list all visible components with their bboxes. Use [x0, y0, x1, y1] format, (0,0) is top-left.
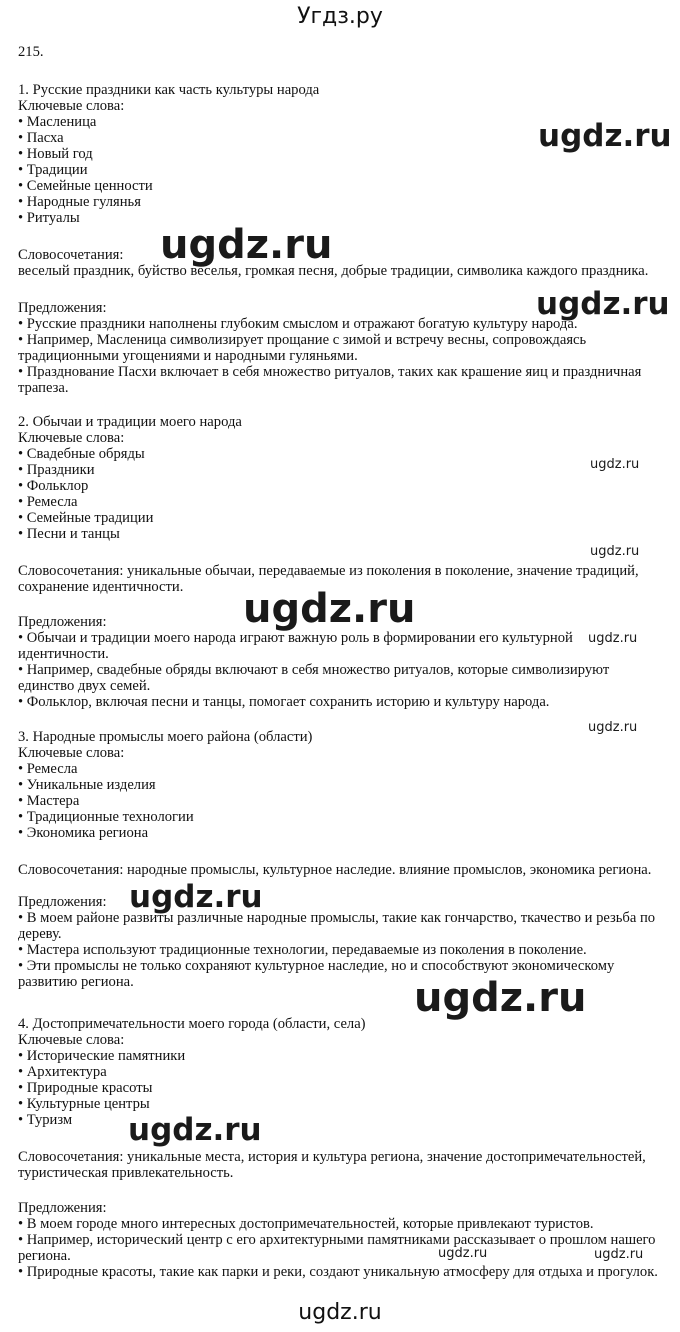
text-line: • Ремесла: [18, 761, 78, 777]
text-line: • Например, Масленица символизирует прощание с зимой и встречу весны, сопровождаясь: [18, 332, 587, 348]
text-line: традиционными угощениями и народными гуляньями.: [18, 348, 358, 364]
text-line: Словосочетания: уникальные места, история и культура региона, значение достопримечательностей,: [18, 1149, 646, 1165]
text-line: • Ритуалы: [18, 210, 80, 226]
text-line: • Песни и танцы: [18, 526, 120, 542]
text-line: Ключевые слова:: [18, 98, 125, 114]
watermark: ugdz.ru: [129, 879, 263, 915]
text-line: веселый праздник, буйство веселья, громкая песня, добрые традиции, символика каждого праздника.: [18, 263, 649, 279]
text-line: • Экономика региона: [18, 825, 149, 841]
text-line: • Мастера: [18, 793, 80, 809]
watermark: ugdz.ru: [414, 975, 587, 1021]
text-line: сохранение идентичности.: [18, 579, 184, 595]
text-line: • Культурные центры: [18, 1096, 150, 1112]
text-line: туристическая привлекательность.: [18, 1165, 234, 1181]
text-line: 215.: [18, 44, 44, 60]
text-line: Предложения:: [18, 614, 107, 630]
text-line: • В моем городе много интересных достопримечательностей, которые привлекают туристов.: [18, 1216, 594, 1232]
watermark: ugdz.ru: [590, 544, 640, 559]
text-line: 2. Обычаи и традиции моего народа: [18, 414, 242, 430]
text-line: • Мастера используют традиционные технологии, передаваемые из поколения в поколение.: [18, 942, 587, 958]
watermark: ugdz.ru: [438, 1246, 488, 1261]
text-line: • Например, свадебные обряды включают в себя множество ритуалов, которые символизируют: [18, 662, 610, 678]
text-line: • Праздники: [18, 462, 95, 478]
text-line: • Празднование Пасхи включает в себя множество ритуалов, таких как крашение яиц и праздничная: [18, 364, 642, 380]
text-line: идентичности.: [18, 646, 109, 662]
text-line: • Народные гулянья: [18, 194, 141, 210]
watermark: ugdz.ru: [160, 222, 333, 268]
site-header: Угдз.ру: [297, 4, 383, 29]
text-line: единство двух семей.: [18, 678, 151, 694]
text-line: • Уникальные изделия: [18, 777, 156, 793]
text-line: Словосочетания:: [18, 247, 124, 263]
text-line: Ключевые слова:: [18, 745, 125, 761]
text-line: • Традиции: [18, 162, 88, 178]
text-line: • Исторические памятники: [18, 1048, 186, 1064]
watermark: ugdz.ru: [594, 1247, 644, 1262]
text-line: региона.: [18, 1248, 71, 1264]
text-line: 3. Народные промыслы моего района (области): [18, 729, 313, 745]
text-line: • Свадебные обряды: [18, 446, 145, 462]
text-line: • Природные красоты, такие как парки и реки, создают уникальную атмосферу для отдыха и прогулок.: [18, 1264, 658, 1280]
text-line: • Семейные ценности: [18, 178, 153, 194]
text-line: дереву.: [18, 926, 62, 942]
text-line: • В моем районе развиты различные народные промыслы, такие как гончарство, ткачество и резьба по: [18, 910, 656, 926]
watermark: ugdz.ru: [588, 720, 638, 735]
watermark: ugdz.ru: [536, 286, 670, 322]
text-line: • Туризм: [18, 1112, 73, 1128]
text-line: Предложения:: [18, 300, 107, 316]
text-line: • Фольклор, включая песни и танцы, помогает сохранить историю и культуру народа.: [18, 694, 550, 710]
text-line: Предложения:: [18, 1200, 107, 1216]
text-line: • Русские праздники наполнены глубоким смыслом и отражают богатую культуру народа.: [18, 316, 578, 332]
text-line: • Фольклор: [18, 478, 89, 494]
text-line: • Природные красоты: [18, 1080, 153, 1096]
text-line: • Например, исторический центр с его архитектурными памятниками рассказывает о прошлом нашего: [18, 1232, 656, 1248]
text-line: • Пасха: [18, 130, 64, 146]
text-line: • Обычаи и традиции моего народа играют важную роль в формировании его культурной: [18, 630, 573, 646]
site-footer: ugdz.ru: [298, 1300, 382, 1325]
text-line: • Масленица: [18, 114, 97, 130]
text-line: • Семейные традиции: [18, 510, 154, 526]
text-line: • Эти промыслы не только сохраняют культурное наследие, но и способствуют экономическому: [18, 958, 615, 974]
watermark: ugdz.ru: [243, 586, 416, 632]
text-line: Словосочетания: уникальные обычаи, передаваемые из поколения в поколение, значение традиций,: [18, 563, 639, 579]
text-line: • Ремесла: [18, 494, 78, 510]
text-line: • Традиционные технологии: [18, 809, 194, 825]
text-line: Ключевые слова:: [18, 430, 125, 446]
text-line: Предложения:: [18, 894, 107, 910]
watermark: ugdz.ru: [128, 1112, 262, 1148]
text-line: трапеза.: [18, 380, 69, 396]
text-line: развитию региона.: [18, 974, 134, 990]
text-line: Ключевые слова:: [18, 1032, 125, 1048]
text-line: • Новый год: [18, 146, 93, 162]
text-line: Словосочетания: народные промыслы, культурное наследие. влияние промыслов, экономика региона.: [18, 862, 652, 878]
watermark: ugdz.ru: [538, 118, 672, 154]
text-line: 4. Достопримечательности моего города (области, села): [18, 1016, 366, 1032]
text-line: • Архитектура: [18, 1064, 107, 1080]
text-line: 1. Русские праздники как часть культуры народа: [18, 82, 320, 98]
watermark: ugdz.ru: [588, 631, 638, 646]
watermark: ugdz.ru: [590, 457, 640, 472]
